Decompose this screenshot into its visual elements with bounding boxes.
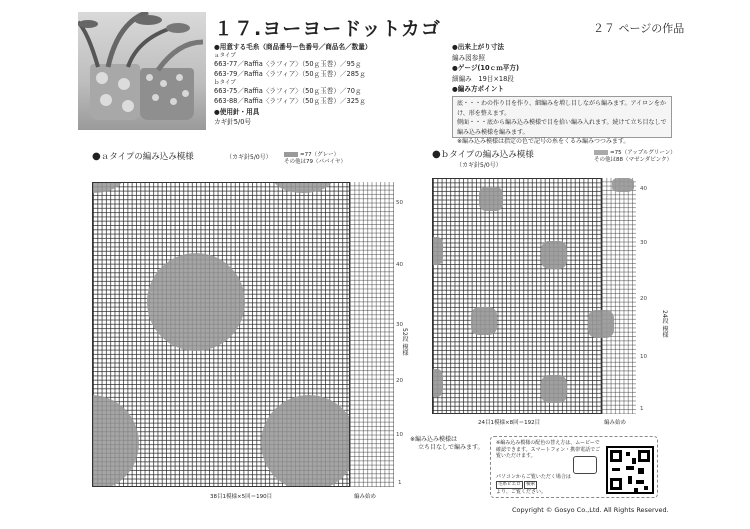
dot-motif (541, 375, 567, 403)
page-title: １７.ヨーヨードットカゴ (214, 18, 441, 40)
tick-label: 10 (640, 354, 647, 360)
chart-a-edge (350, 182, 394, 487)
plant-leaves-icon (78, 12, 206, 72)
tick-label: 30 (396, 322, 403, 328)
gauge-heading: ● ゲージ(10ｃｍ平方) (452, 63, 672, 74)
qr-text-pc: パソコンからご覧いただく場合は 毛糸ピエロ 検索 より、ご覧ください。 (496, 474, 571, 495)
page-reference: ２７ ページの作品 (593, 22, 685, 35)
dot-motif (588, 310, 614, 338)
chart-a-grid (92, 182, 350, 487)
type-b-label: ｂタイプ (214, 79, 236, 86)
materials-heading: ● 用意する毛糸（商品番号ー色番号／商品名／数量） (214, 42, 444, 53)
type-a-label: ａタイプ (214, 52, 236, 59)
materials-block (214, 42, 444, 128)
material-b-2: 663-88／Raffia〈ラフィア〉（50ｇ玉巻）／325ｇ (214, 97, 366, 105)
section-b-title: ●ｂタイプの編み込み模様 (432, 149, 534, 160)
point-2: 側面・・・底から編み込み模様で目を拾い編み入れます。続けて立ち目なしで編み込み模様を編みます。 (457, 119, 667, 136)
copyright: Copyright © Gosyo Co.,Ltd. All Rights Reserved. (512, 506, 669, 514)
dot-motif (92, 182, 123, 193)
chart-b-width-label: 24目1模様×8回＝192目 (478, 420, 541, 426)
dot-motif (541, 241, 567, 269)
basket-b-image (140, 68, 194, 120)
dot-motif (92, 395, 139, 487)
legend-swatch-a (284, 152, 298, 157)
tools-heading: ● 使用針・用具 (214, 107, 444, 118)
legend-swatch-b (594, 150, 608, 155)
tick-label: 1 (640, 406, 644, 412)
section-a-title: ●ａタイプの編み込み模様 (92, 151, 194, 162)
size-heading: ● 出来上がり寸法 (452, 42, 672, 53)
tools-value: カギ針5/0号 (214, 118, 251, 126)
tick-label: 20 (640, 296, 647, 302)
tick-label: 40 (396, 262, 403, 268)
section-b-legend: =75（アップルグリーン） その他は88（マゼンダピンク） (594, 150, 676, 163)
dot-motif (471, 307, 497, 335)
points-box (452, 96, 672, 145)
tick-label: 50 (396, 200, 403, 206)
tick-label: 20 (396, 378, 403, 384)
section-a-legend: =77（グレー） その他は79（パパイヤ） (284, 152, 346, 165)
phone-icon (573, 456, 597, 474)
product-photo (78, 12, 206, 130)
point-1: 底・・・わの作り目を作り、細編みを増し目しながら編みます。アイロンをかけ、形を整えます。 (457, 100, 666, 117)
chart-b-edge (602, 178, 636, 414)
material-a-1: 663-77／Raffia〈ラフィア〉（50ｇ玉巻）／95ｇ (214, 59, 362, 68)
tick-label: 30 (640, 240, 647, 246)
search-button-tag: 検索 (524, 481, 537, 490)
qr-code[interactable] (606, 446, 654, 494)
qr-text-movie: ※編み込み模様の配色の替え方は、ムービーで確認できます。スマートフォン・携帯電話でご覧いただけます。 (496, 440, 601, 459)
size-value: 編み図参照 (452, 53, 485, 62)
section-a-hook: （カギ針5/0号） (226, 154, 272, 161)
basket-a-image (90, 64, 140, 120)
dot-motif (273, 182, 333, 193)
point-3: ※編み込み模様は指定の色で記号の糸をくるみ編みつつみます。 (457, 138, 630, 145)
chart-a-width-label: 38目1模様×5回＝190目 (210, 494, 273, 500)
chart-a-start: 編み始め (354, 494, 377, 500)
tick-label: 40 (640, 186, 647, 192)
section-b-hook: （カギ針5/0号） (456, 162, 502, 169)
dot-motif (479, 187, 503, 211)
dot-motif (432, 369, 443, 397)
dot-motif (432, 237, 443, 265)
chart-a-height-label: 52段 模様 (401, 328, 408, 356)
points-heading: ● 編み方ポイント (452, 84, 672, 95)
tick-label: 10 (396, 432, 403, 438)
search-keyword-tag: 毛糸ピエロ (496, 481, 523, 490)
dot-motif (612, 178, 634, 192)
gauge-value: 細編み 19目×18段 (452, 74, 514, 83)
dot-motif (261, 395, 350, 487)
material-b-1: 663-75／Raffia〈ラフィア〉（50ｇ玉巻）／70ｇ (214, 86, 362, 95)
chart-b-grid (432, 178, 602, 414)
finish-block (452, 42, 672, 95)
chart-footnote: ※編み込み模様は 立ち目なしで編みます。 (410, 436, 484, 451)
dot-motif (147, 253, 245, 351)
chart-b-height-label: 24段 模様 (661, 310, 668, 338)
chart-b-start: 編み始め (604, 420, 627, 426)
material-a-2: 663-79／Raffia〈ラフィア〉（50ｇ玉巻）／285ｇ (214, 70, 366, 78)
tick-label: 1 (398, 480, 402, 486)
